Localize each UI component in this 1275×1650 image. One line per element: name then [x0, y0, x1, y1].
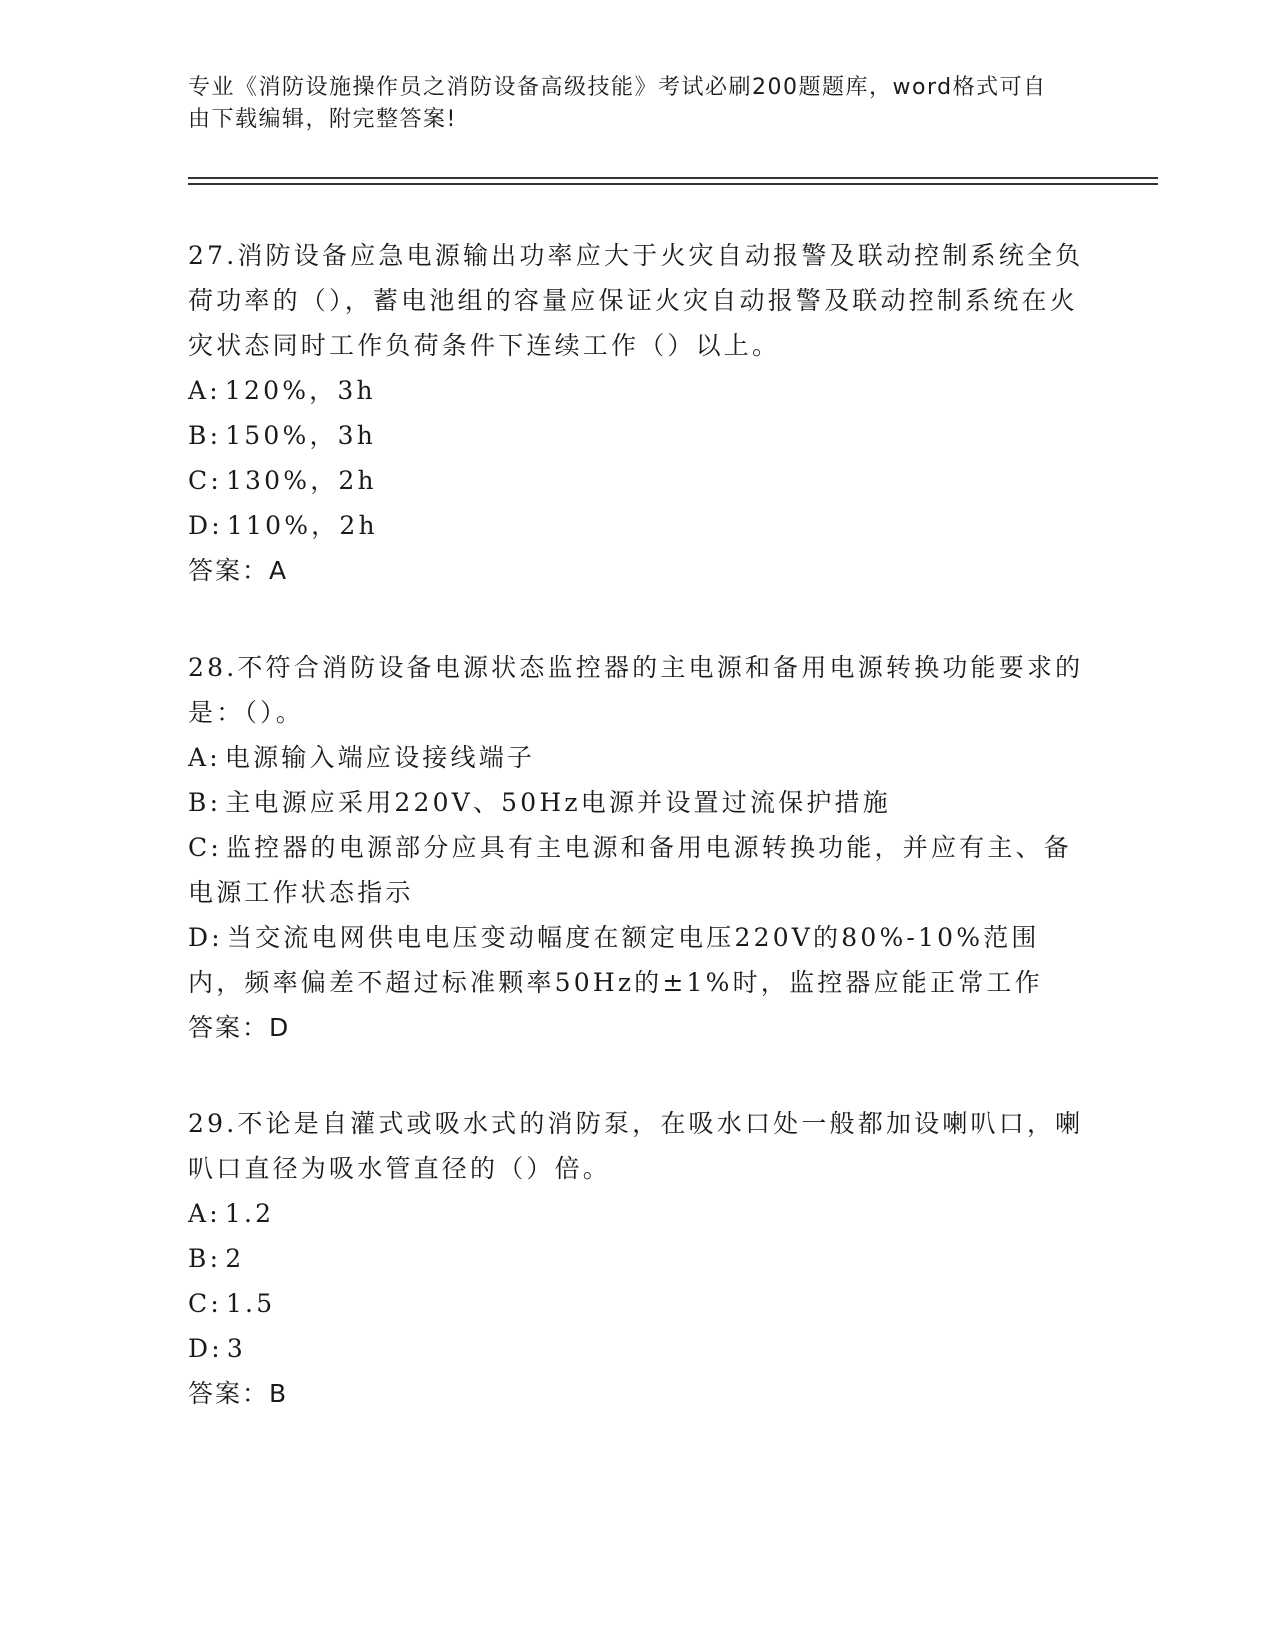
- option-key: D:: [188, 1334, 223, 1363]
- option-key: D:: [188, 923, 223, 952]
- answer-line: 答案：B: [188, 1379, 289, 1408]
- option-a: [188, 1191, 1088, 1236]
- option-key: B:: [188, 1244, 222, 1273]
- question-27: [188, 233, 1088, 593]
- option-key: B:: [188, 788, 222, 817]
- answer-line: 答案：A: [188, 556, 289, 585]
- option-text: 120%，3h: [224, 376, 376, 405]
- option-key: A:: [188, 376, 221, 405]
- option-text: 150%，3h: [225, 421, 377, 450]
- question-stem: 29.不论是自灌式或吸水式的消防泵，在吸水口处一般都加设喇叭口，喇叭口直径为吸水管直径的（）倍。: [188, 1109, 1084, 1183]
- option-key: D:: [188, 511, 223, 540]
- option-key: C:: [188, 1289, 222, 1318]
- option-b: [188, 780, 1088, 825]
- option-d: [188, 915, 1088, 1005]
- header-divider-bottom: [188, 183, 1158, 185]
- option-text: 1.5: [225, 1289, 276, 1318]
- option-text: 110%，2h: [226, 511, 378, 540]
- option-text: 1.2: [224, 1199, 275, 1228]
- option-c: [188, 458, 1088, 503]
- option-a: [188, 735, 1088, 780]
- option-text: 3: [226, 1334, 246, 1363]
- option-d: [188, 1326, 1088, 1371]
- option-key: C:: [188, 833, 222, 862]
- option-text: 当交流电网供电电压变动幅度在额定电压220V的80%-10%范围内，频率偏差不超过标准颗率50Hz的±1%时，监控器应能正常工作: [188, 923, 1043, 997]
- answer-line: 答案：D: [188, 1013, 291, 1042]
- option-text: 主电源应采用220V、50Hz电源并设置过流保护措施: [225, 788, 891, 817]
- option-b: [188, 413, 1088, 458]
- document-header: 专业《消防设施操作员之消防设备高级技能》考试必刷200题题库，word格式可自由下载编辑，附完整答案!: [188, 75, 1047, 132]
- option-key: A:: [188, 743, 221, 772]
- option-text: 电源输入端应设接线端子: [224, 743, 536, 772]
- question-29: [188, 1101, 1088, 1416]
- option-key: A:: [188, 1199, 221, 1228]
- option-text: 2: [225, 1244, 245, 1273]
- header-divider-top: [188, 177, 1158, 179]
- option-key: C:: [188, 466, 222, 495]
- option-b: [188, 1236, 1088, 1281]
- option-a: [188, 368, 1088, 413]
- option-c: [188, 1281, 1088, 1326]
- option-key: B:: [188, 421, 222, 450]
- option-text: 监控器的电源部分应具有主电源和备用电源转换功能，并应有主、备电源工作状态指示: [188, 833, 1072, 907]
- question-28: [188, 645, 1088, 1050]
- question-stem: 28.不符合消防设备电源状态监控器的主电源和备用电源转换功能要求的是：（）。: [188, 653, 1084, 727]
- option-text: 130%，2h: [225, 466, 377, 495]
- option-c: [188, 825, 1088, 915]
- question-stem: 27.消防设备应急电源输出功率应大于火灾自动报警及联动控制系统全负荷功率的（），蓄电池组的容量应保证火灾自动报警及联动控制系统在火灾状态同时工作负荷条件下连续工作（）以上。: [188, 241, 1084, 360]
- option-d: [188, 503, 1088, 548]
